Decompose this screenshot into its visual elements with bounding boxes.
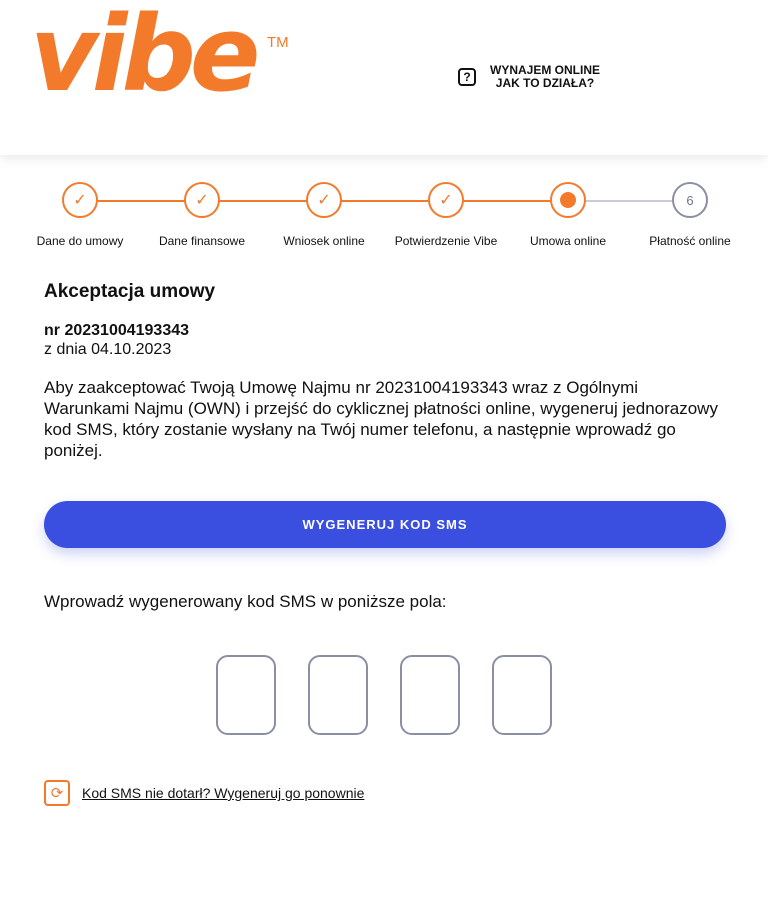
step-label: Dane finansowe [158, 234, 246, 248]
step-dane-finansowe [142, 182, 262, 248]
sms-code-digit-3[interactable] [400, 655, 460, 735]
contract-date: z dnia 04.10.2023 [44, 341, 172, 358]
checkmark-icon: ✓ [428, 182, 464, 218]
active-step-dot-icon [550, 182, 586, 218]
resend-sms-link[interactable]: Kod SMS nie dotarł? Wygeneruj go ponownie [82, 785, 365, 801]
step-label: Płatność online [649, 234, 731, 248]
step-dane-do-umowy [20, 182, 140, 248]
refresh-icon: ⟳ [44, 780, 70, 806]
checkmark-icon: ✓ [306, 182, 342, 218]
step-platnosc-online [630, 182, 750, 248]
header [0, 0, 768, 155]
contract-number: nr 20231004193343 [44, 322, 190, 339]
how-it-works-line2: JAK TO DZIAŁA? [495, 76, 595, 90]
how-it-works-text [490, 64, 600, 90]
step-wniosek-online [264, 182, 384, 248]
step-label: Umowa online [529, 234, 607, 248]
sms-code-prompt: Wprowadź wygenerowany kod SMS w poniższe pola: [44, 592, 447, 611]
step-label: Wniosek online [283, 234, 365, 248]
progress-stepper [0, 182, 768, 262]
sms-code-digit-1[interactable] [216, 655, 276, 735]
how-it-works-line1: WYNAJEM ONLINE [490, 63, 601, 77]
resend-sms[interactable] [44, 780, 364, 806]
how-it-works-link[interactable] [458, 64, 600, 90]
step-umowa-online [508, 182, 628, 248]
step-number-badge: 6 [672, 182, 708, 218]
sms-code-inputs [216, 655, 552, 735]
logo-text: vibe [30, 0, 255, 115]
trademark-symbol: TM [267, 34, 289, 51]
page-title: Akceptacja umowy [44, 281, 216, 302]
instructions-text: Aby zaakceptować Twoją Umowę Najmu nr 20231004193343 wraz z Ogólnymi Warunkami Najmu (OWN) i przejść do cyklicznej płatności online, wygeneruj jednorazowy kod SMS, który zostanie wysłany na Twój numer telefonu, a następnie wprowadź go poniżej. [44, 378, 718, 460]
sms-code-digit-4[interactable] [492, 655, 552, 735]
question-icon: ? [458, 68, 476, 86]
step-potwierdzenie-vibe [386, 182, 506, 248]
generate-sms-code-button[interactable]: WYGENERUJ KOD SMS [44, 501, 726, 548]
step-label: Potwierdzenie Vibe [394, 234, 498, 248]
step-label: Dane do umowy [36, 234, 124, 248]
sms-code-digit-2[interactable] [308, 655, 368, 735]
checkmark-icon: ✓ [184, 182, 220, 218]
vibe-logo[interactable] [30, 0, 295, 130]
checkmark-icon: ✓ [62, 182, 98, 218]
